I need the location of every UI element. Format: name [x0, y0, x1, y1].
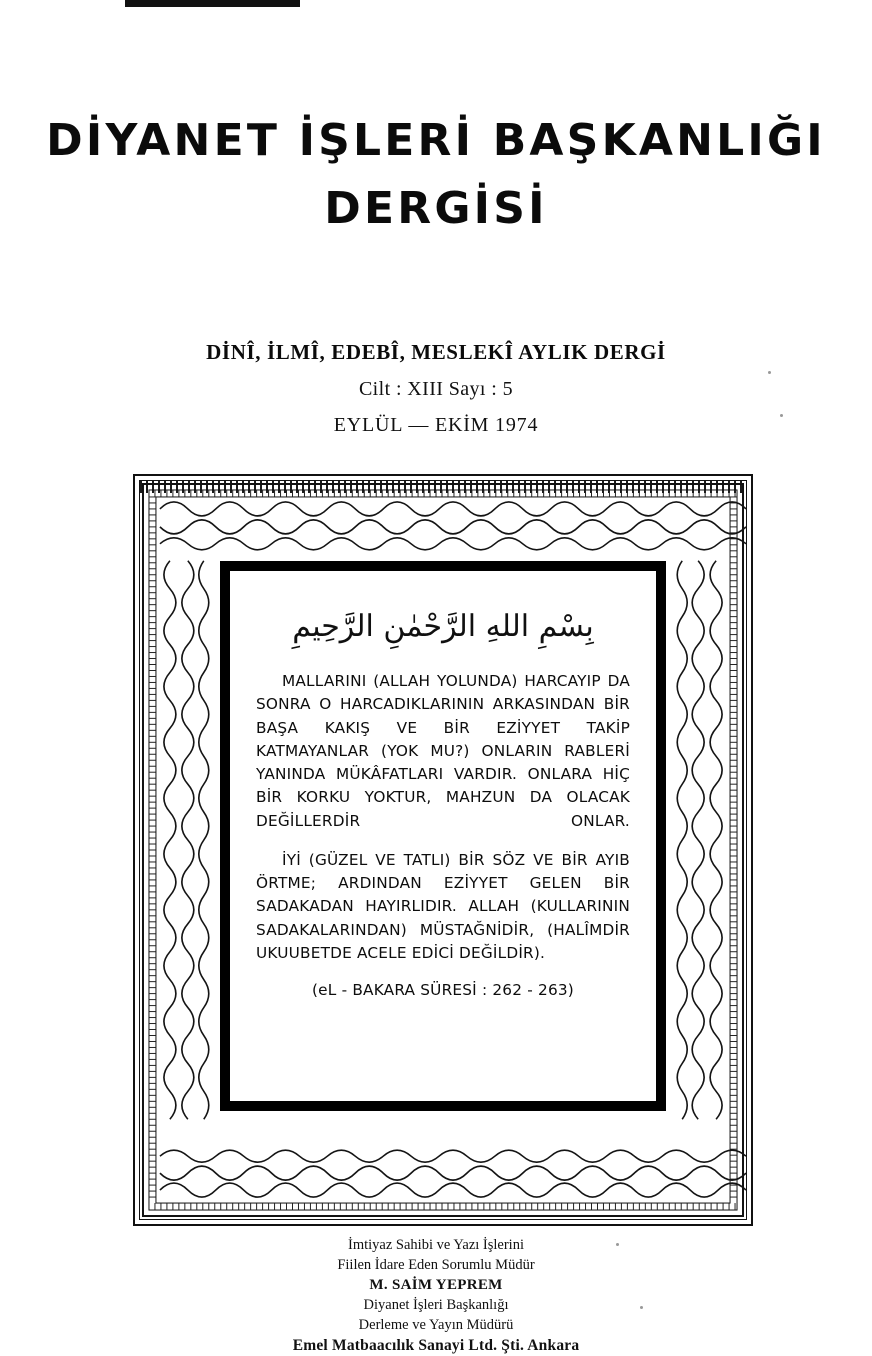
colophon-printer: Emel Matbaacılık Sanayi Ltd. Şti. Ankara: [292, 1337, 580, 1355]
scan-speck: [780, 414, 783, 417]
scan-artifact-bar: [125, 0, 300, 7]
quotation-box: [220, 561, 666, 1111]
colophon-line-2: Fiilen İdare Eden Sorumlu Müdür: [337, 1256, 535, 1273]
masthead-title-line-1: DİYANET İŞLERİ BAŞKANLIĞI: [46, 115, 826, 166]
quote-paragraph-1: MALLARINI (ALLAH YOLUNDA) HARCAYIP DA SONRA O HARCADIKLARININ ARKASINDAN BİR BAŞA KAKIŞ VE BİR EZİYYET TAKİP KATMAYANLAR (YOK MU?) ONLARIN RABLERİ YANINDA MÜKÂFATLARI VARDIR. ONLARA HİÇ BİR KORKU YOKTUR, MAHZUN DA OLACAK DEĞİLLERDİR ONLAR.: [256, 672, 630, 830]
colophon-editor-name: M. SAİM YEPREM: [369, 1277, 503, 1294]
colophon-line-1: İmtiyaz Sahibi ve Yazı İşlerini: [348, 1237, 524, 1253]
subtitle-block: [0, 340, 872, 437]
quote-source-reference: (eL - BAKARA SÜRESİ : 262 - 263): [312, 981, 574, 999]
colophon-line-5: Derleme ve Yayın Müdürü: [358, 1316, 514, 1333]
quote-paragraph-2: İYİ (GÜZEL VE TATLI) BİR SÖZ VE BİR AYIB ÖRTME; ARDINDAN EZİYYET GELEN BİR SADAKADAN HAYIRLIDIR. ALLAH (KULLARININ SADAKALARINDAN) MÜSTAĞNİDİR, (HALÎMDİR UKUUBETDE ACELE EDİCİ DEĞİLDİR).: [256, 850, 630, 962]
colophon-line-4: Diyanet İşleri Başkanlığı: [363, 1296, 509, 1313]
scan-speck: [768, 371, 771, 374]
journal-description: DİNÎ, İLMÎ, EDEBÎ, MESLEKÎ AYLIK DERGİ: [206, 340, 666, 364]
issue-date: EYLÜL — EKİM 1974: [333, 414, 539, 436]
masthead-title-line-2: DERGİSİ: [324, 183, 548, 235]
ornamental-border: [139, 480, 747, 1220]
scan-speck: [640, 1306, 643, 1309]
masthead: [0, 115, 872, 235]
volume-issue: Cilt : XIII Sayı : 5: [358, 378, 514, 400]
basmala-calligraphy: بِسْمِ اللهِ الرَّحْمٰنِ الرَّحِيمِ: [292, 609, 594, 644]
ornamental-frame: [133, 474, 753, 1226]
colophon: [0, 1236, 872, 1356]
scan-speck: [616, 1243, 619, 1246]
